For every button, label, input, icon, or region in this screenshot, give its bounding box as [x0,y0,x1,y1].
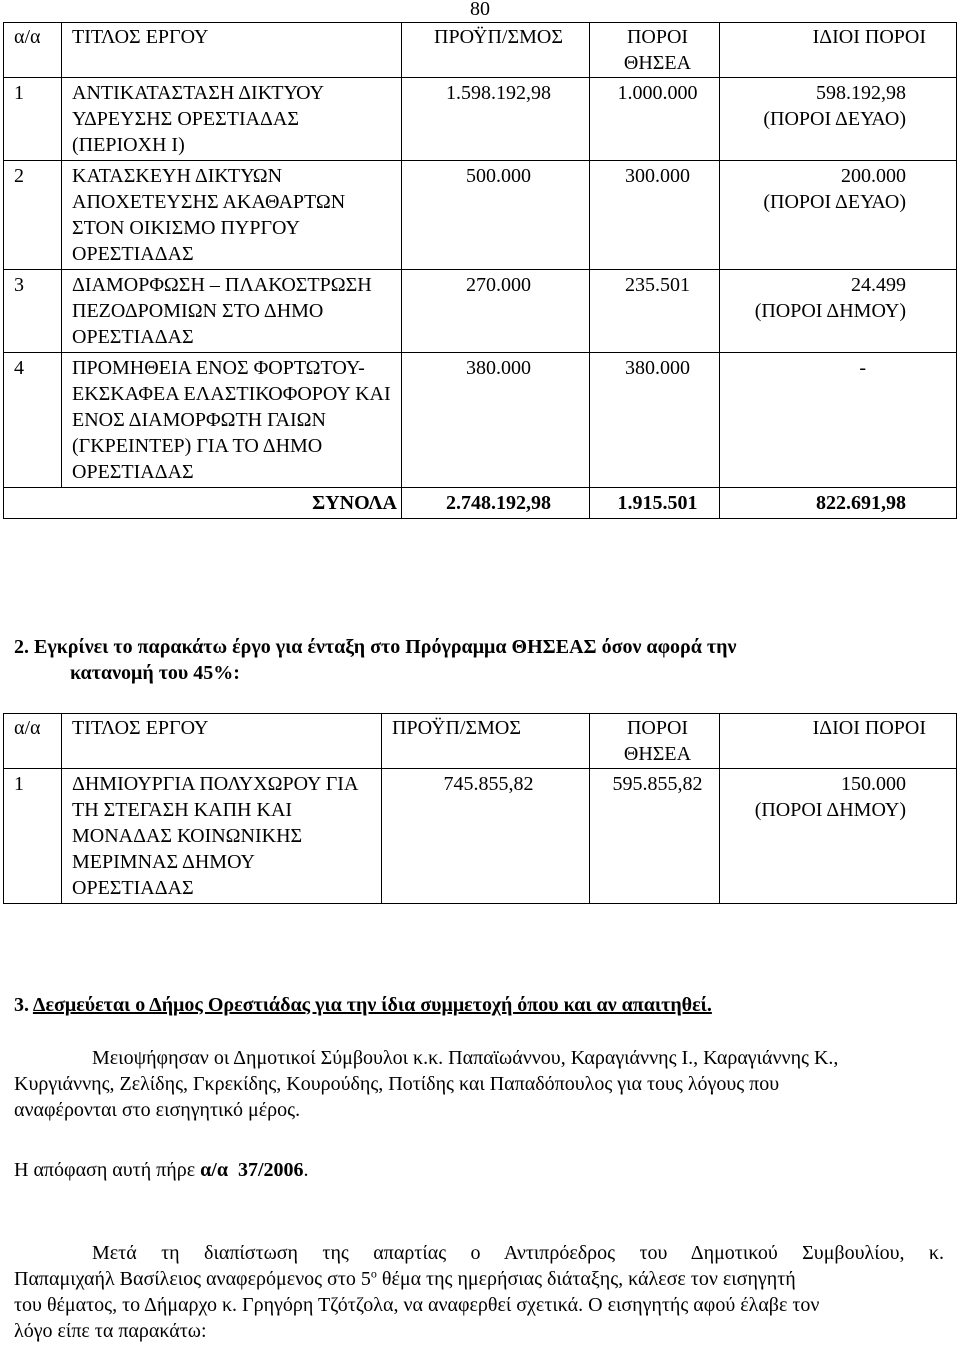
table-header-row [4,714,957,769]
row-own [720,353,957,488]
item2-line2: κατανομή του 45%: [70,662,240,684]
final-line2 [14,1266,944,1292]
final-line2-sup: ο [370,1266,377,1281]
table-row [4,769,957,904]
totals-theseus: 1.915.501 [590,488,720,519]
vote-line3: αναφέρονται στο εισηγητικό μέρος. [14,1099,301,1121]
row-own [720,161,957,270]
totals-label: ΣΥΝΟΛΑ [4,488,402,519]
vote-paragraph [14,1045,944,1123]
final-line1: Μετά τη διαπίστωση της απαρτίας ο Αντιπρόεδρος του Δημοτικού Συμβουλίου, κ. [92,1242,944,1264]
vote-line2: Κυργιάννης, Ζελίδης, Γκρεκίδης, Κουρούδης, Ποτίδης και Παπαδόπουλος για τους λόγους που [14,1073,780,1095]
totals-row [4,488,957,519]
row-budget: 1.598.192,98 [402,78,590,161]
row-own [720,78,957,161]
row-own-source: (ΠΟΡΟΙ ΔΗΜΟΥ) [754,300,906,322]
item2-line1: 2. Εγκρίνει το παρακάτω έργο για ένταξη στο Πρόγραμμα ΘΗΣΕΑΣ όσον αφορά την [14,636,737,658]
row-title: ΔΙΑΜΟΡΦΩΣΗ – ΠΛΑΚΟΣΤΡΩΣΗ ΠΕΖΟΔΡΟΜΙΩΝ ΣΤΟ ΔΗΜΟ ΟΡΕΣΤΙΑΔΑΣ [62,270,402,353]
projects-table [3,22,957,519]
row-budget: 270.000 [402,270,590,353]
header-own: ΙΔΙΟΙ ΠΟΡΟΙ [720,714,957,769]
row-own [720,769,957,904]
row-title: ΑΝΤΙΚΑΤΑΣΤΑΣΗ ΔΙΚΤΥΟΥ ΥΔΡΕΥΣΗΣ ΟΡΕΣΤΙΑΔΑΣ (ΠΕΡΙΟΧΗ Ι) [62,78,402,161]
row-own-value: 598.192,98 [816,82,906,104]
row-num: 3 [4,270,62,353]
header-budget: ΠΡΟΫΠ/ΣΜΟΣ [382,714,590,769]
project-45-table [3,713,957,904]
table-row [4,270,957,353]
decision-prefix: Η απόφαση αυτή πήρε [14,1159,201,1181]
row-budget: 500.000 [402,161,590,270]
item3-number: 3. [14,994,33,1016]
row-theseus: 1.000.000 [590,78,720,161]
row-own-value: 200.000 [841,165,906,187]
totals-budget: 2.748.192,98 [402,488,590,519]
header-own: ΙΔΙΟΙ ΠΟΡΟΙ [720,23,957,78]
decision-suffix: . [303,1159,309,1181]
final-line2b: θέμα της ημερήσιας διάταξης, κάλεσε τον εισηγητή [376,1268,796,1290]
header-budget: ΠΡΟΫΠ/ΣΜΟΣ [402,23,590,78]
decision-label: α/α [200,1159,228,1181]
row-theseus: 380.000 [590,353,720,488]
row-budget: 380.000 [402,353,590,488]
row-own-value: - [859,357,866,379]
decision-item-2 [14,634,934,686]
header-title: ΤΙΤΛΟΣ ΕΡΓΟΥ [62,23,402,78]
table-row [4,78,957,161]
row-theseus: 595.855,82 [590,769,720,904]
page-number: 80 [470,0,490,20]
header-num: α/α [4,714,62,769]
row-own-value: 150.000 [841,773,906,795]
header-num: α/α [4,23,62,78]
row-own-value: 24.499 [851,274,906,296]
final-paragraph [14,1240,944,1344]
table-header-row [4,23,957,78]
row-num: 1 [4,769,62,904]
row-own-source: (ΠΟΡΟΙ ΔΕΥΑΟ) [763,191,906,213]
header-theseus: ΠΟΡΟΙ ΘΗΣΕΑ [590,714,720,769]
header-title: ΤΙΤΛΟΣ ΕΡΓΟΥ [62,714,382,769]
row-title: ΚΑΤΑΣΚΕΥΗ ΔΙΚΤΥΩΝ ΑΠΟΧΕΤΕΥΣΗΣ ΑΚΑΘΑΡΤΩΝ ΣΤΟΝ ΟΙΚΙΣΜΟ ΠΥΡΓΟΥ ΟΡΕΣΤΙΑΔΑΣ [62,161,402,270]
row-theseus: 235.501 [590,270,720,353]
row-budget: 745.855,82 [382,769,590,904]
row-own-source: (ΠΟΡΟΙ ΔΕΥΑΟ) [763,108,906,130]
totals-own: 822.691,98 [720,488,957,519]
row-own [720,270,957,353]
vote-line1: Μειοψήφησαν οι Δημοτικοί Σύμβουλοι κ.κ. Παπαϊωάννου, Καραγιάννης Ι., Καραγιάννης Κ., [92,1047,839,1069]
item3-text: Δεσμεύεται ο Δήμος Ορεστιάδας για την ίδια συμμετοχή όπου και αν απαιτηθεί. [32,994,712,1016]
row-num: 1 [4,78,62,161]
row-num: 4 [4,353,62,488]
row-own-source: (ΠΟΡΟΙ ΔΗΜΟΥ) [754,799,906,821]
decision-number: 37/2006 [237,1159,304,1181]
final-line2a: Παπαμιχαήλ Βασίλειος αναφερόμενος στο 5 [14,1268,371,1290]
decision-number-paragraph [14,1157,944,1183]
row-num: 2 [4,161,62,270]
row-theseus: 300.000 [590,161,720,270]
row-title: ΔΗΜΙΟΥΡΓΙΑ ΠΟΛΥΧΩΡΟΥ ΓΙΑ ΤΗ ΣΤΕΓΑΣΗ ΚΑΠΗ ΚΑΙ ΜΟΝΑΔΑΣ ΚΟΙΝΩΝΙΚΗΣ ΜΕΡΙΜΝΑΣ ΔΗΜΟΥ ΟΡΕΣΤΙΑΔΑΣ [62,769,382,904]
decision-item-3 [14,992,944,1018]
final-line3: του θέματος, το Δήμαρχο κ. Γρηγόρη Τζότζολα, να αναφερθεί σχετικά. Ο εισηγητής αφού έλαβε τον [14,1294,820,1316]
header-theseus: ΠΟΡΟΙ ΘΗΣΕΑ [590,23,720,78]
row-title: ΠΡΟΜΗΘΕΙΑ ΕΝΟΣ ΦΟΡΤΩΤΟΥ- ΕΚΣΚΑΦΕΑ ΕΛΑΣΤΙΚΟΦΟΡΟΥ ΚΑΙ ΕΝΟΣ ΔΙΑΜΟΡΦΩΤΗ ΓΑΙΩΝ (ΓΚΡΕΙΝΤΕΡ) ΓΙΑ ΤΟ ΔΗΜΟ ΟΡΕΣΤΙΑΔΑΣ [62,353,402,488]
final-line4: λόγο είπε τα παρακάτω: [14,1320,207,1342]
table-row [4,353,957,488]
table-row [4,161,957,270]
